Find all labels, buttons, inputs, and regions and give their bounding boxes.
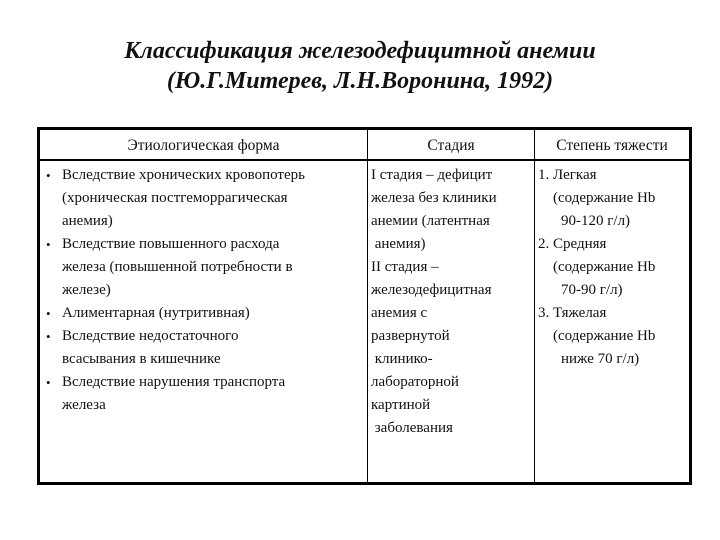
severity-list [538, 164, 688, 371]
etiology-list [46, 164, 364, 417]
list-item [46, 371, 364, 417]
column-divider [367, 130, 368, 482]
text-line: Тяжелая [553, 305, 607, 321]
text-line: Легкая [553, 167, 597, 183]
text-line: клинико- [371, 351, 433, 367]
list-item [538, 302, 688, 371]
text-line: I стадия – дефицит [371, 167, 493, 183]
text-line: (содержание Hb [553, 259, 656, 275]
text-line: Средняя [553, 236, 607, 252]
header-severity: Степень тяжести [556, 137, 668, 154]
text-line: Вследствие повышенного расхода [62, 236, 280, 252]
bullet-icon: • [46, 375, 51, 390]
text-line: заболевания [371, 420, 453, 436]
text-line: 70-90 г/л) [561, 282, 623, 298]
cell-severity [538, 164, 688, 371]
text-line: железе) [62, 282, 111, 298]
list-item [538, 164, 688, 233]
list-number: 2. [538, 236, 550, 252]
list-item [46, 325, 364, 371]
text-line: железа [62, 397, 106, 413]
bullet-icon: • [46, 329, 51, 344]
list-item [538, 233, 688, 302]
header-stage: Стадия [427, 137, 475, 154]
text-line: Вследствие хронических кровопотерь [62, 167, 305, 183]
text-line: Вследствие нарушения транспорта [62, 374, 286, 390]
text-line: анемия с [371, 305, 428, 321]
column-divider [534, 130, 535, 482]
list-item [46, 233, 364, 302]
page-title [0, 36, 720, 96]
text-line: ниже 70 г/л) [561, 351, 640, 367]
text-line: Вследствие недостаточного [62, 328, 239, 344]
text-line: всасывания в кишечнике [62, 351, 221, 367]
text-line: анемия) [371, 236, 426, 252]
header-etiology: Этиологическая форма [127, 137, 280, 154]
text-line: 90-120 г/л) [561, 213, 631, 229]
text-line: (содержание Hb [553, 190, 656, 206]
text-line: (хроническая постгеморрагическая [62, 190, 288, 206]
text-line: железодефицитная [371, 282, 492, 298]
text-line: развернутой [371, 328, 450, 344]
list-number: 1. [538, 167, 550, 183]
header-divider [40, 159, 689, 161]
text-line: Алиментарная (нутритивная) [62, 305, 250, 321]
text-line: железа (повышенной потребности в [62, 259, 293, 275]
cell-etiology [46, 164, 364, 417]
text-line: лабораторной [371, 374, 459, 390]
classification-table [37, 127, 692, 485]
bullet-icon: • [46, 237, 51, 252]
list-number: 3. [538, 305, 550, 321]
text-line: железа без клиники [371, 190, 497, 206]
text-line: картиной [371, 397, 431, 413]
bullet-icon: • [46, 306, 51, 321]
title-line-2: (Ю.Г.Митерев, Л.Н.Воронина, 1992) [166, 68, 554, 94]
text-line: анемия) [62, 213, 113, 229]
text-line: анемии (латентная [371, 213, 490, 229]
text-line: II стадия – [371, 259, 439, 275]
cell-stage [371, 164, 531, 440]
bullet-icon: • [46, 168, 51, 183]
list-item [46, 302, 364, 325]
title-line-1: Классификация железодефицитной анемии [124, 38, 596, 64]
list-item [46, 164, 364, 233]
text-line: (содержание Hb [553, 328, 656, 344]
